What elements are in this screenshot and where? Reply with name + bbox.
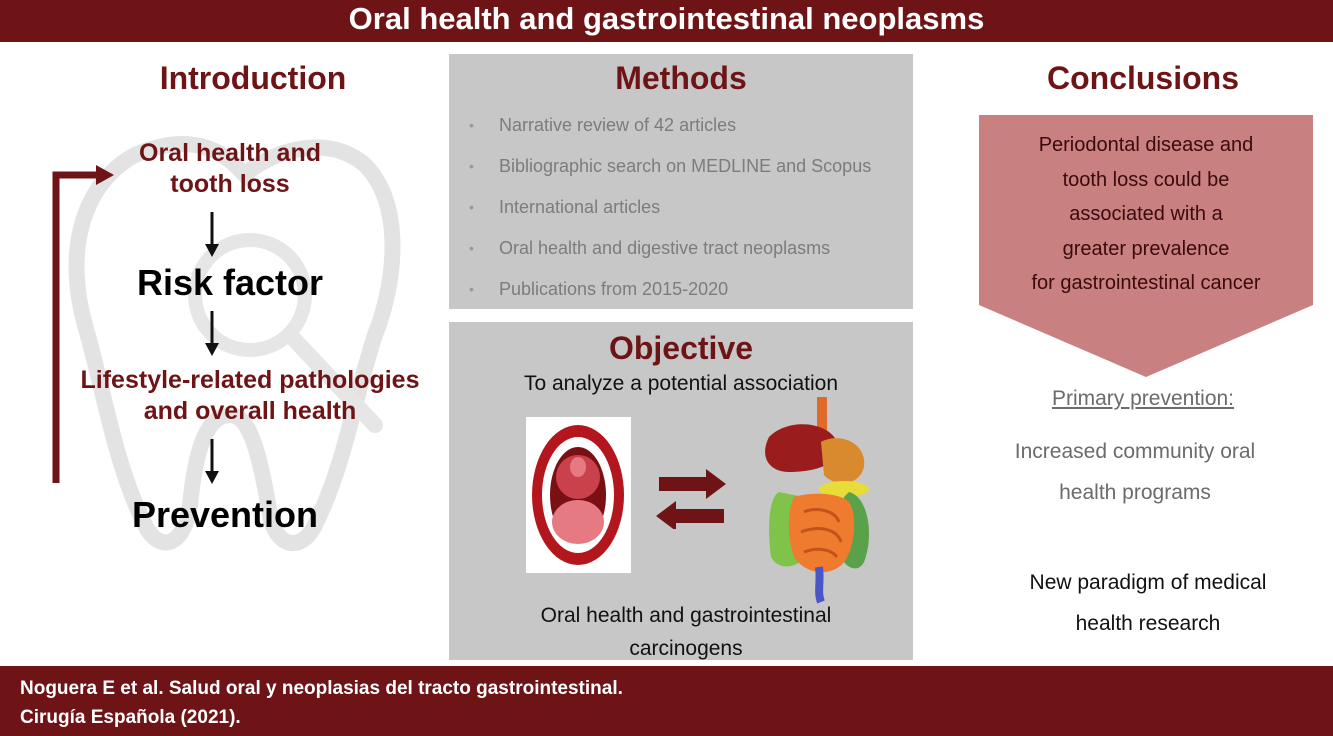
conclusion-line: for gastrointestinal cancer <box>1031 272 1261 294</box>
conclusions-title: Conclusions <box>1046 60 1239 96</box>
methods-item: • Narrative review of 42 articles <box>469 115 737 135</box>
objective-panel <box>449 322 913 660</box>
objective-caption <box>449 599 923 665</box>
page-title: Oral health and gastrointestinal neoplasms <box>348 1 985 36</box>
methods-item: • Bibliographic search on MEDLINE and Scopus <box>469 156 872 176</box>
methods-item: • Publications from 2015-2020 <box>469 279 729 299</box>
conclusion-statement <box>979 128 1313 301</box>
intro-step-lifestyle <box>40 365 460 427</box>
objective-caption-line2: carcinogens <box>629 637 743 660</box>
primary-prevention-line2: health programs <box>1059 481 1211 504</box>
page-title-bar <box>0 0 1333 42</box>
primary-prevention-text <box>970 431 1300 513</box>
methods-panel <box>449 54 913 309</box>
conclusion-line: associated with a <box>1069 203 1223 225</box>
methods-item: • Oral health and digestive tract neoplasms <box>469 238 831 258</box>
citation-line1: Noguera E et al. Salud oral y neoplasias del tracto gastrointestinal. <box>20 678 623 699</box>
intro-step-lifestyle-line2: and overall health <box>143 397 357 425</box>
conclusion-line: Periodontal disease and <box>1038 134 1254 156</box>
intro-step-risk-factor: Risk factor <box>136 262 324 303</box>
paradigm-text <box>983 562 1313 644</box>
methods-title: Methods <box>615 60 747 96</box>
primary-prevention-line1: Increased community oral <box>1014 440 1256 463</box>
paradigm-line1: New paradigm of medical <box>1029 571 1267 594</box>
citation-line2: Cirugía Española (2021). <box>20 707 241 728</box>
intro-step-oral-health-line2: tooth loss <box>170 170 290 198</box>
down-arrow-icon <box>203 311 221 357</box>
objective-subtitle: To analyze a potential association <box>523 372 839 395</box>
methods-list <box>449 114 913 319</box>
primary-prevention-label: Primary prevention: <box>1051 387 1235 410</box>
citation-footer <box>0 666 1333 736</box>
down-arrow-icon <box>203 212 221 258</box>
bidirectional-arrows-icon <box>654 467 729 529</box>
intro-step-prevention: Prevention <box>131 494 319 535</box>
conclusion-line: greater prevalence <box>1062 237 1230 260</box>
intro-step-oral-health-line1: Oral health and <box>139 139 321 167</box>
introduction-title: Introduction <box>159 60 347 96</box>
objective-title: Objective <box>608 330 754 366</box>
intro-step-lifestyle-line1: Lifestyle-related pathologies <box>80 366 420 394</box>
open-mouth-illustration <box>526 417 631 573</box>
methods-item: • International articles <box>469 197 661 217</box>
down-arrow-icon <box>203 439 221 485</box>
intro-step-oral-health <box>80 138 380 200</box>
paradigm-line2: health research <box>1075 612 1221 635</box>
conclusion-line: tooth loss could be <box>1062 168 1230 191</box>
feedback-loop-arrow <box>46 165 126 490</box>
objective-caption-line1: Oral health and gastrointestinal <box>540 604 832 627</box>
digestive-system-illustration <box>749 397 884 607</box>
